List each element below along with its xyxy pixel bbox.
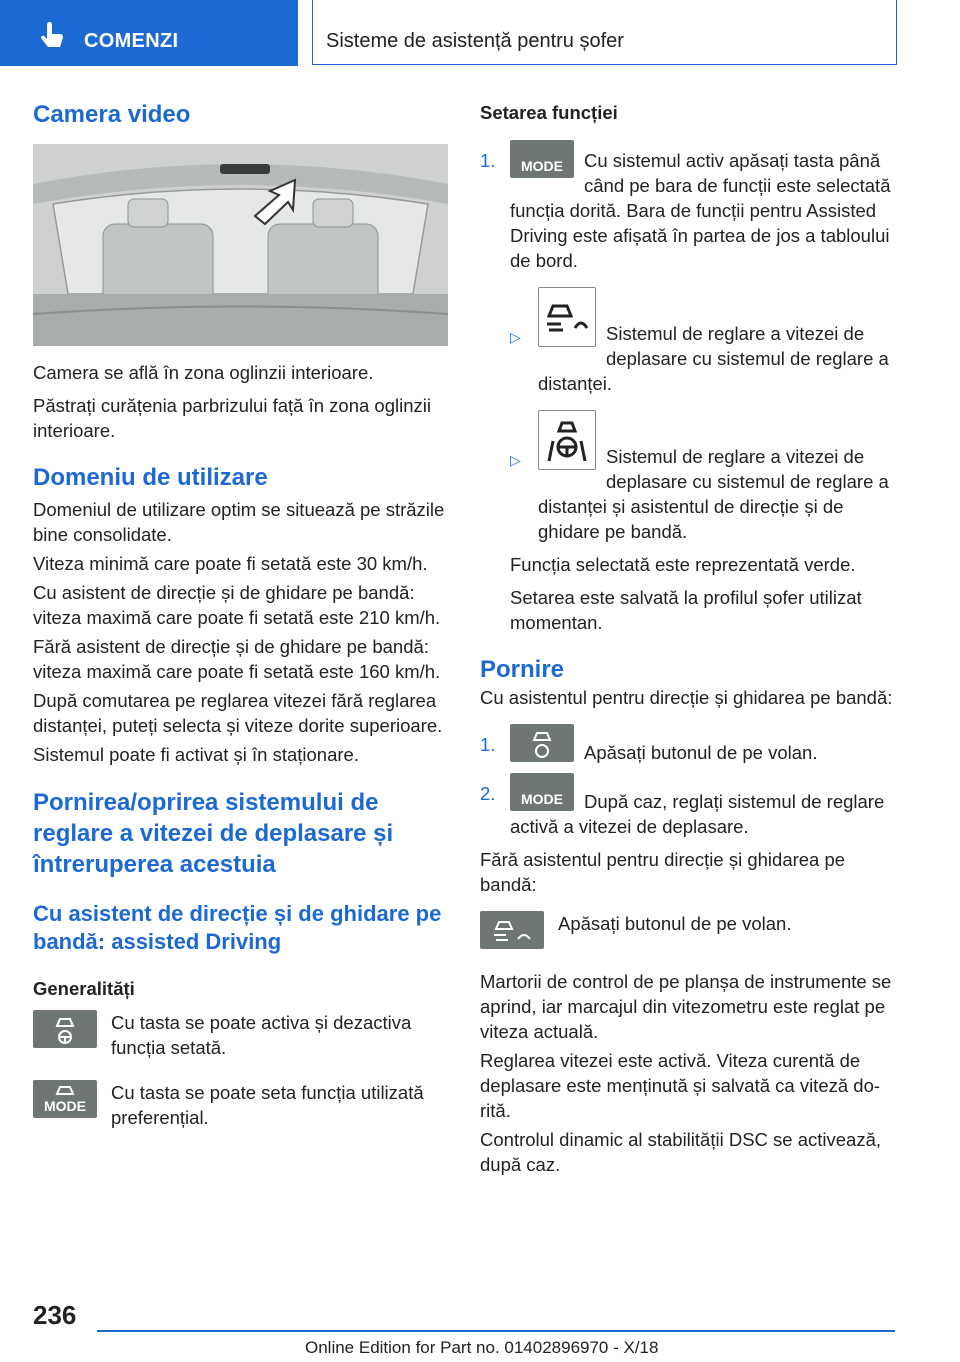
section-title: Sisteme de asistență pentru șofer bbox=[326, 30, 624, 52]
section-header bbox=[312, 0, 897, 65]
start-with-assist: Cu asistentul pentru direcție și ghidarea pe bandă: bbox=[480, 687, 893, 708]
setting-sub-2 bbox=[480, 410, 896, 544]
domain-heading: Domeniu de utilizare bbox=[33, 464, 268, 491]
start-step-1-text: Apăsați butonul de pe volan. bbox=[584, 742, 818, 763]
left-column bbox=[33, 100, 451, 1130]
domain-p2: Viteza minimă care poate fi setată este 30 km/h. bbox=[33, 553, 428, 574]
camera-location-photo bbox=[33, 144, 448, 346]
start-p1: Martorii de control de pe planșa de instrumente se aprind, iar marcajul din vitezometru este reglat pe viteza actuală. bbox=[480, 971, 892, 1042]
mode-button-icon bbox=[510, 140, 574, 178]
footer-divider bbox=[97, 1330, 895, 1332]
general-p2: Cu tasta se poate seta funcția utilizată preferențial. bbox=[111, 1082, 424, 1128]
start-p3: Controlul dinamic al stabilității DSC se activează, după caz. bbox=[480, 1129, 882, 1175]
step-number: 1. bbox=[480, 150, 496, 171]
triangle-bullet-icon: ▷ bbox=[510, 329, 521, 345]
step-number: 2. bbox=[480, 783, 496, 804]
setting-note-2: Setarea este salvată la profilul șofer utilizat momentan. bbox=[510, 587, 862, 633]
domain-p3: Cu asistent de direcție și de ghidare pe bandă: viteza maximă care poate fi setată este 210 km/h. bbox=[33, 582, 441, 628]
mode-label: MODE bbox=[521, 791, 563, 807]
right-column bbox=[480, 100, 896, 1177]
triangle-bullet-icon: ▷ bbox=[510, 452, 521, 468]
speed-distance-icon bbox=[538, 287, 596, 347]
general-heading: Generalități bbox=[33, 978, 135, 999]
start-step-2-text: După caz, reglați sistemul de reglare activă a vitezei de deplasare. bbox=[510, 791, 885, 837]
setting-step-1 bbox=[480, 140, 896, 273]
domain-p4: Fără asistent de direcție și de ghidare pe bandă: viteza maximă care poate fi setată este 160 km/h. bbox=[33, 636, 441, 682]
assist-button-icon bbox=[33, 1010, 97, 1048]
mode-label: MODE bbox=[521, 158, 563, 174]
domain-p1: Domeniul de utilizare optim se situează pe străzile bine consolidate. bbox=[33, 499, 445, 545]
start-without-assist: Fără asistentul pentru direcție și ghidarea pe bandă: bbox=[480, 849, 846, 895]
speed-distance-button-icon bbox=[480, 911, 544, 949]
edition-text: Online Edition for Part no. 01402896970 - X/18 bbox=[305, 1338, 659, 1357]
assist-button-icon bbox=[510, 724, 574, 762]
start-press: Apăsați butonul de pe volan. bbox=[558, 913, 792, 934]
mode-button-icon bbox=[510, 773, 574, 811]
setting-sub-2-text: Sistemul de reglare a vitezei de deplasare cu sistemul de reglare a distanței și asistentul de direcție și de ghidare pe bandă. bbox=[538, 446, 889, 542]
setting-sub-1-text: Sistemul de reglare a vitezei de deplasare cu sistemul de reglare a distanței. bbox=[538, 323, 889, 394]
camera-heading: Camera video bbox=[33, 101, 191, 128]
hand-pointer-icon bbox=[38, 22, 68, 52]
setting-step-1-text: Cu sistemul activ apăsați tasta până când pe bara de funcții este selectată funcția dorită. Bara de funcții pentru Assisted Driving este afișată în partea de jos a tabloului de bord. bbox=[510, 150, 891, 271]
setting-heading: Setarea funcției bbox=[480, 102, 618, 123]
camera-p2: Păstrați curățenia parbrizului față în zona oglinzii interioare. bbox=[33, 395, 431, 441]
domain-p5: După comutarea pe reglarea vitezei fără reglarea distanței, puteți selecta și viteze dorite superioare. bbox=[33, 690, 443, 736]
page-number: 236 bbox=[33, 1300, 77, 1330]
rear-window-illustration bbox=[33, 144, 448, 346]
start-step-1 bbox=[480, 724, 896, 765]
chapter-tab[interactable] bbox=[0, 0, 298, 66]
start-p2: Reglarea vitezei este activă. Viteza curentă de deplasare este menținută și salvată ca viteză dorită. bbox=[480, 1050, 881, 1121]
chapter-tab-label: COMENZI bbox=[84, 30, 179, 52]
camera-p1: Camera se află în zona oglinzii interioare. bbox=[33, 362, 374, 383]
start-step-2 bbox=[480, 773, 896, 839]
assisted-heading: Cu asistent de direcție și de ghidare pe bandă: assisted Driving bbox=[33, 901, 442, 954]
domain-p6: Sistemul poate fi activat și în staționare. bbox=[33, 744, 359, 765]
start-heading: Pornire bbox=[480, 656, 565, 683]
start-stop-heading: Pornirea/oprirea sistemului de reglare a vitezei de deplasare și întreruperea acestuia bbox=[33, 789, 394, 878]
setting-note-1: Funcția selectată este reprezentată verde. bbox=[510, 554, 856, 575]
mode-button-icon bbox=[33, 1080, 97, 1118]
steering-assist-icon bbox=[538, 410, 596, 470]
mode-label: MODE bbox=[44, 1098, 86, 1114]
step-number: 1. bbox=[480, 734, 496, 755]
general-p1: Cu tasta se poate activa și dezactiva funcția setată. bbox=[111, 1012, 412, 1058]
setting-sub-1 bbox=[480, 287, 896, 396]
